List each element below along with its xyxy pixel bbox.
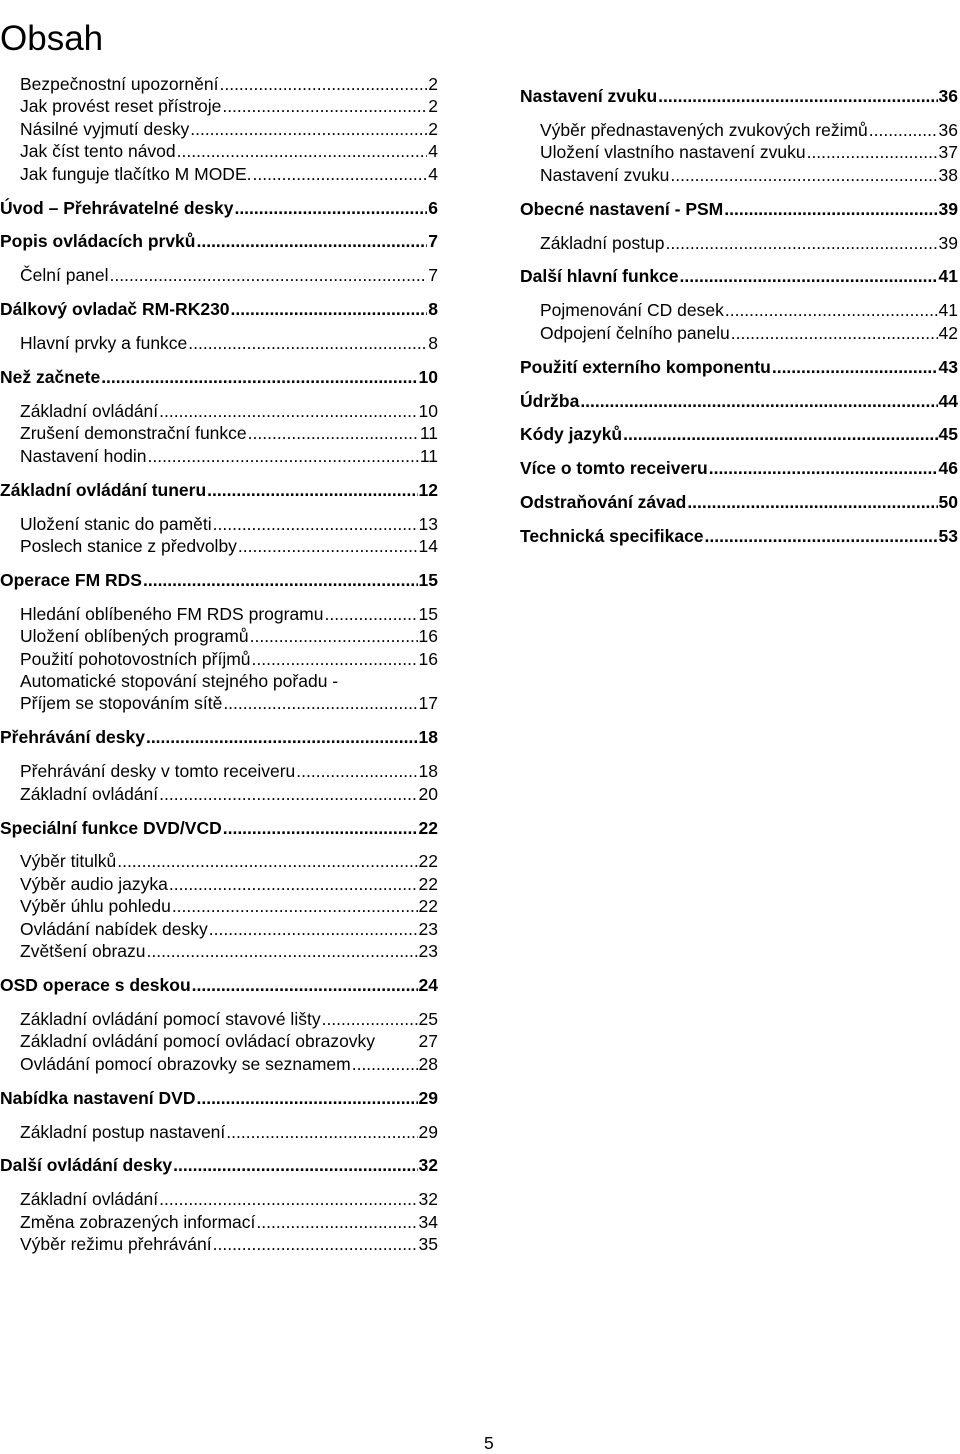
- toc-leader-dots: [670, 164, 937, 186]
- toc-entry-page: 14: [418, 536, 438, 556]
- toc-leader-dots: [196, 230, 427, 252]
- toc-leader-dots: [772, 356, 938, 378]
- toc-entry-page: 23: [418, 941, 438, 962]
- toc-entry-page: 37: [938, 142, 958, 163]
- toc-entry-title: Zvětšení obrazu: [20, 941, 146, 962]
- toc-entry[interactable]: [0, 264, 438, 286]
- toc-entry-page: 2: [428, 74, 438, 94]
- toc-entry[interactable]: [520, 119, 958, 141]
- toc-leader-dots: [147, 445, 418, 467]
- toc-entry-title: Jak provést reset přístroje: [20, 96, 222, 117]
- toc-entry[interactable]: [0, 445, 438, 467]
- toc-entry[interactable]: [0, 1008, 438, 1030]
- toc-entry-page: 13: [418, 513, 438, 534]
- toc-entry-title: Výběr titulků: [20, 851, 117, 872]
- toc-entry[interactable]: [0, 918, 438, 940]
- toc-leader-dots: [580, 390, 937, 412]
- toc-leader-dots: [188, 332, 427, 354]
- toc-entry[interactable]: [0, 783, 438, 805]
- toc-entry[interactable]: [0, 670, 438, 715]
- toc-leader-dots: [169, 873, 418, 895]
- toc-entry[interactable]: [0, 974, 438, 996]
- toc-entry-page: 7: [428, 265, 438, 286]
- toc-entry-title: Odstraňování závad: [520, 492, 687, 513]
- toc-entry-title: Základní ovládání: [20, 400, 159, 421]
- toc-entry[interactable]: [0, 760, 438, 782]
- toc-entry[interactable]: [0, 163, 438, 185]
- toc-leader-dots: [807, 141, 938, 163]
- toc-leader-dots: [159, 400, 417, 422]
- toc-entry-title: Uložení stanic do paměti: [20, 513, 212, 534]
- toc-entry-title: Čelní panel: [20, 265, 109, 286]
- toc-entry-title: Uložení vlastního nastavení zvuku: [540, 142, 806, 163]
- toc-entry-page: 18: [418, 727, 438, 748]
- toc-entry-page: 24: [418, 975, 438, 995]
- toc-entry-page: 4: [428, 163, 438, 184]
- toc-entry[interactable]: [0, 230, 438, 252]
- toc-leader-dots: [238, 535, 418, 557]
- toc-left-column: [0, 73, 438, 1256]
- toc-leader-dots: [117, 850, 417, 872]
- toc-leader-dots: [658, 85, 937, 107]
- toc-entry[interactable]: [520, 265, 958, 287]
- toc-entry-page: 20: [418, 783, 438, 804]
- page-title: Obsah: [0, 19, 104, 59]
- toc-entry[interactable]: [0, 817, 438, 839]
- toc-entry-title: Základní ovládání pomocí ovládací obrazovky: [20, 1031, 376, 1052]
- toc-leader-dots: [687, 491, 937, 513]
- toc-entry-title: Výběr audio jazyka: [20, 873, 168, 894]
- toc-entry[interactable]: [0, 73, 438, 95]
- toc-entry[interactable]: [520, 525, 958, 547]
- toc-entry-title: Dálkový ovladač RM-RK230: [0, 299, 230, 320]
- toc-leader-dots: [731, 322, 938, 344]
- toc-entry-title: Kódy jazyků: [520, 424, 623, 445]
- toc-leader-dots: [209, 918, 418, 940]
- toc-leader-dots: [222, 95, 427, 117]
- toc-entry-page: 17: [418, 693, 438, 714]
- toc-entry-title: Další ovládání desky: [0, 1155, 173, 1176]
- toc-entry-page: 11: [419, 423, 438, 444]
- toc-leader-dots: [705, 525, 938, 547]
- toc-entry-page: 16: [418, 626, 438, 647]
- toc-entry-title: Než začnete: [0, 367, 101, 388]
- toc-entry-page: 42: [938, 322, 958, 343]
- toc-entry-title: Obecné nastavení - PSM: [520, 198, 724, 219]
- toc-leader-dots: [213, 513, 418, 535]
- toc-entry-title: Nastavení hodin: [20, 445, 147, 466]
- toc-entry-page: 32: [418, 1155, 438, 1176]
- toc-entry[interactable]: [0, 366, 438, 388]
- toc-leader-dots: [724, 198, 937, 220]
- toc-entry[interactable]: [520, 423, 958, 445]
- toc-entry-page: 32: [418, 1189, 438, 1210]
- toc-entry[interactable]: [520, 457, 958, 479]
- toc-entry-title: Hledání oblíbeného FM RDS programu: [20, 603, 324, 624]
- toc-entry-page: 10: [418, 400, 438, 421]
- toc-leader-dots: [223, 692, 417, 714]
- toc-entry-title: Hlavní prvky a funkce: [20, 333, 188, 354]
- toc-entry-title: Jak funguje tlačítko M MODE.: [20, 163, 252, 184]
- toc-leader-dots: [159, 1188, 417, 1210]
- toc-leader-dots: [226, 1121, 417, 1143]
- toc-entry[interactable]: [0, 95, 438, 117]
- toc-leader-dots: [666, 232, 938, 254]
- toc-entry-title: Odpojení čelního panelu: [540, 322, 730, 343]
- toc-entry-title: Bezpečnostní upozornění: [20, 74, 219, 94]
- toc-entry-title: Pojmenování CD desek: [540, 300, 724, 321]
- toc-entry-title: Další hlavní funkce: [520, 266, 679, 287]
- toc-entry-title: Přehrávání desky v tomto receiveru: [20, 761, 296, 782]
- toc-entry[interactable]: [0, 603, 438, 625]
- toc-entry-page: 12: [418, 479, 438, 500]
- toc-entry-page: 41: [938, 266, 958, 287]
- toc-entry-page: 16: [418, 648, 438, 669]
- toc-entry[interactable]: [0, 513, 438, 535]
- toc-entry[interactable]: [520, 356, 958, 378]
- toc-leader-dots: [146, 940, 417, 962]
- toc-entry-title: Základní ovládání pomocí stavové lišty: [20, 1008, 321, 1029]
- toc-entry-page: 23: [418, 918, 438, 939]
- toc-leader-dots: [101, 366, 417, 388]
- toc-entry[interactable]: [0, 1030, 438, 1052]
- toc-entry[interactable]: [0, 850, 438, 872]
- toc-entry[interactable]: [0, 1121, 438, 1143]
- toc-entry-title: Zrušení demonstrační funkce: [20, 423, 247, 444]
- toc-entry[interactable]: [0, 298, 438, 320]
- toc-entry-page: 29: [418, 1087, 438, 1108]
- toc-leader-dots: [250, 625, 418, 647]
- toc-entry-title: Nabídka nastavení DVD: [0, 1087, 196, 1108]
- toc-leader-dots: [248, 422, 419, 444]
- toc-leader-dots: [172, 895, 418, 917]
- toc-leader-dots: [231, 298, 428, 320]
- toc-entry-page: 4: [428, 141, 438, 162]
- toc-entry[interactable]: [0, 648, 438, 670]
- toc-entry-title: Nastavení zvuku: [520, 86, 658, 106]
- toc-entry[interactable]: [0, 197, 438, 219]
- toc-entry-page: 2: [428, 118, 438, 139]
- toc-entry-title: Použití externího komponentu: [520, 356, 771, 377]
- toc-leader-dots: [110, 264, 428, 286]
- toc-entry-page: 53: [938, 526, 958, 547]
- toc-leader-dots: [190, 118, 427, 140]
- toc-leader-dots: [234, 197, 427, 219]
- toc-entry[interactable]: [0, 1053, 438, 1075]
- toc-leader-dots: [352, 1053, 418, 1075]
- toc-entry-page: 27: [418, 1031, 438, 1052]
- toc-leader-dots: [623, 423, 937, 445]
- toc-entry-title: Změna zobrazených informací: [20, 1211, 256, 1232]
- toc-entry-title: Uložení oblíbených programů: [20, 626, 249, 647]
- toc-entry[interactable]: [0, 422, 438, 444]
- toc-entry-page: 10: [418, 367, 438, 388]
- toc-entry-page: 2: [428, 96, 438, 117]
- toc-entry[interactable]: [520, 141, 958, 163]
- toc-entry-title: Jak číst tento návod: [20, 141, 176, 162]
- toc-entry[interactable]: [0, 332, 438, 354]
- toc-entry-title: Základní postup: [540, 232, 665, 253]
- toc-entry-page: 22: [418, 817, 438, 838]
- toc-entry-page: 45: [938, 424, 958, 445]
- toc-entry-page: 44: [938, 390, 958, 411]
- toc-entry-title: Údržba: [520, 390, 580, 411]
- toc-entry-page: 36: [938, 119, 958, 140]
- toc-entry-title: Základní ovládání tuneru: [0, 479, 207, 500]
- toc-leader-dots: [725, 299, 938, 321]
- toc-entry-page: 36: [938, 86, 958, 106]
- toc-entry-page: 50: [938, 492, 958, 513]
- toc-entry[interactable]: [0, 1154, 438, 1176]
- toc-entry-title: Speciální funkce DVD/VCD: [0, 817, 222, 838]
- toc-entry-title-cont: Příjem se stopováním sítě: [20, 693, 223, 714]
- toc-entry[interactable]: [520, 491, 958, 513]
- toc-entry-page: 39: [938, 198, 958, 219]
- toc-entry-title: Základní postup nastavení: [20, 1121, 226, 1142]
- toc-entry[interactable]: [0, 1233, 438, 1255]
- toc-entry-title: Popis ovládacích prvků: [0, 231, 196, 252]
- toc-entry[interactable]: [520, 164, 958, 186]
- toc-leader-dots: [223, 817, 418, 839]
- toc-entry-page: 6: [428, 197, 438, 218]
- toc-entry-page: 22: [418, 896, 438, 917]
- toc-entry-title: Nastavení zvuku: [540, 164, 670, 185]
- toc-entry[interactable]: [0, 940, 438, 962]
- toc-entry[interactable]: [0, 1211, 438, 1233]
- toc-entry-page: 41: [938, 300, 958, 321]
- toc-entry[interactable]: [0, 873, 438, 895]
- toc-entry-page: 43: [938, 356, 958, 377]
- toc-entry-page: 18: [418, 761, 438, 782]
- toc-entry-page: 39: [938, 232, 958, 253]
- toc-entry-title: Přehrávání desky: [0, 727, 145, 748]
- toc-entry-title: Ovládání pomocí obrazovky se seznamem: [20, 1053, 351, 1074]
- toc-leader-dots: [177, 140, 428, 162]
- toc-entry-page: 34: [418, 1211, 438, 1232]
- toc-entry-page: 46: [938, 458, 958, 479]
- toc-entry-title: Použití pohotovostních příjmů: [20, 648, 251, 669]
- toc-entry-title: Technická specifikace: [520, 526, 704, 547]
- toc-entry-page: 35: [418, 1234, 438, 1255]
- toc-entry-page: 7: [428, 231, 438, 252]
- toc-entry[interactable]: [520, 390, 958, 412]
- toc-entry[interactable]: [520, 232, 958, 254]
- toc-leader-dots: [146, 726, 418, 748]
- toc-entry[interactable]: [0, 569, 438, 591]
- toc-entry-page: 25: [418, 1008, 438, 1029]
- toc-entry-title: Základní ovládání: [20, 783, 159, 804]
- toc-leader-dots: [709, 457, 938, 479]
- toc-entry[interactable]: [520, 198, 958, 220]
- toc-entry-title: Násilné vyjmutí desky: [20, 118, 190, 139]
- toc-entry-title: Automatické stopování stejného pořadu -: [20, 671, 339, 692]
- toc-entry-title: OSD operace s deskou: [0, 975, 191, 995]
- toc-entry-title: Operace FM RDS: [0, 569, 142, 590]
- toc-entry[interactable]: [520, 299, 958, 321]
- toc-entry[interactable]: [0, 400, 438, 422]
- toc-leader-dots: [256, 1211, 417, 1233]
- toc-entry[interactable]: [0, 1087, 438, 1109]
- toc-entry-page: 22: [418, 851, 438, 872]
- toc-entry-title: Základní ovládání: [20, 1189, 159, 1210]
- toc-leader-dots: [219, 73, 427, 95]
- toc-entry-page: 22: [418, 873, 438, 894]
- toc-leader-dots: [196, 1087, 417, 1109]
- toc-entry[interactable]: [0, 726, 438, 748]
- page-number: 5: [484, 1433, 494, 1453]
- toc-entry[interactable]: [520, 85, 958, 107]
- toc-leader-dots: [325, 603, 418, 625]
- toc-entry-page: 8: [428, 333, 438, 354]
- toc-leader-dots: [869, 119, 938, 141]
- toc-entry-page: 38: [938, 164, 958, 185]
- toc-entry[interactable]: [0, 1188, 438, 1210]
- toc-entry[interactable]: [0, 479, 438, 501]
- toc-entry-page: 11: [419, 445, 438, 466]
- toc-entry-title: Výběr úhlu pohledu: [20, 896, 171, 917]
- toc-right-column: [520, 85, 958, 548]
- toc-leader-dots: [159, 783, 417, 805]
- toc-entry-page: 8: [428, 299, 438, 320]
- toc-entry-title: Ovládání nabídek desky: [20, 918, 208, 939]
- toc-leader-dots: [173, 1154, 417, 1176]
- toc-entry[interactable]: [0, 118, 438, 140]
- toc-leader-dots: [143, 569, 418, 591]
- toc-entry[interactable]: [0, 625, 438, 647]
- toc-leader-dots: [207, 479, 417, 501]
- toc-entry[interactable]: [0, 895, 438, 917]
- toc-entry-page: 28: [418, 1053, 438, 1074]
- toc-entry-title: Výběr přednastavených zvukových režimů: [540, 119, 868, 140]
- toc-leader-dots: [213, 1233, 418, 1255]
- toc-entry[interactable]: [0, 535, 438, 557]
- toc-entry-page: 29: [418, 1121, 438, 1142]
- toc-leader-dots: [680, 265, 938, 287]
- toc-entry-title: Úvod – Přehrávatelné desky: [0, 197, 234, 218]
- toc-leader-dots: [322, 1008, 418, 1030]
- toc-entry-title: Poslech stanice z předvolby: [20, 536, 237, 556]
- toc-leader-dots: [252, 648, 418, 670]
- toc-entry[interactable]: [520, 322, 958, 344]
- toc-entry[interactable]: [0, 140, 438, 162]
- toc-leader-dots: [252, 163, 427, 185]
- toc-leader-dots: [296, 760, 417, 782]
- toc-entry-page: 15: [418, 603, 438, 624]
- toc-entry-title: Více o tomto receiveru: [520, 458, 708, 479]
- toc-entry-page: 15: [418, 569, 438, 590]
- toc-entry-title: Výběr režimu přehrávání: [20, 1234, 212, 1255]
- toc-leader-dots: [192, 974, 418, 996]
